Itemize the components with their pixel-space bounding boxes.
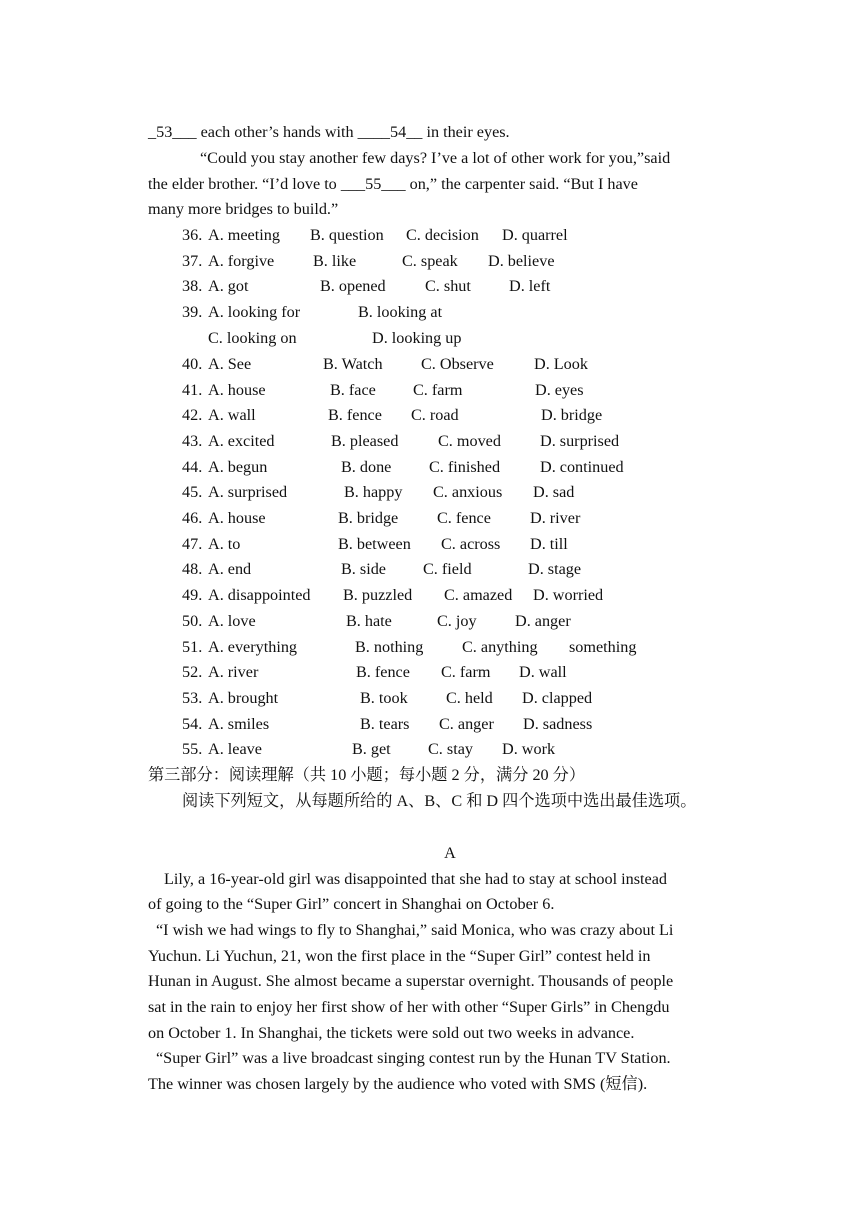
option-c: C. field xyxy=(423,560,472,578)
question-row xyxy=(0,662,860,682)
question-number: 49. xyxy=(182,586,203,604)
question-number: 46. xyxy=(182,509,203,527)
passage-a-line: Hunan in August. She almost became a superstar overnight. Thousands of people xyxy=(148,972,674,990)
option-c: C. speak xyxy=(402,252,458,270)
question-number: 41. xyxy=(182,381,203,399)
option-c: C. held xyxy=(446,689,493,707)
option-b: B. fence xyxy=(356,663,410,681)
option-a: A. leave xyxy=(208,740,262,758)
option-a: A. excited xyxy=(208,432,275,450)
passage-a-line: “Super Girl” was a live broadcast singing contest run by the Hunan TV Station. xyxy=(156,1049,671,1067)
option-a: A. looking for xyxy=(208,303,301,321)
option-b: B. done xyxy=(341,458,392,476)
option-b: B. like xyxy=(313,252,357,270)
question-row-continued xyxy=(0,328,860,348)
question-number: 38. xyxy=(182,277,203,295)
option-d: D. stage xyxy=(528,560,582,578)
passage-line-4: many more bridges to build.” xyxy=(148,200,339,218)
option-b: B. hate xyxy=(346,612,392,630)
option-b: B. face xyxy=(330,381,376,399)
question-row xyxy=(0,354,860,374)
question-number: 51. xyxy=(182,638,203,656)
option-c: C. stay xyxy=(428,740,473,758)
option-a: A. See xyxy=(208,355,252,373)
option-c: C. road xyxy=(411,406,459,424)
option-c: C. moved xyxy=(438,432,501,450)
option-d: something xyxy=(569,638,637,656)
question-row xyxy=(0,457,860,477)
option-c: C. anger xyxy=(439,715,494,733)
option-b: B. looking at xyxy=(358,303,443,321)
option-b: B. took xyxy=(360,689,408,707)
option-b: B. opened xyxy=(320,277,386,295)
option-a: A. surprised xyxy=(208,483,288,501)
question-number: 48. xyxy=(182,560,203,578)
option-b: B. get xyxy=(352,740,391,758)
option-d: D. river xyxy=(530,509,581,527)
option-a: A. wall xyxy=(208,406,256,424)
option-d: D. sad xyxy=(533,483,575,501)
question-number: 40. xyxy=(182,355,203,373)
option-a: A. river xyxy=(208,663,259,681)
question-row xyxy=(0,431,860,451)
option-a: A. everything xyxy=(208,638,298,656)
question-row xyxy=(0,585,860,605)
question-number: 43. xyxy=(182,432,203,450)
option-a: A. to xyxy=(208,535,241,553)
option-a: A. disappointed xyxy=(208,586,311,604)
option-d: D. worried xyxy=(533,586,604,604)
passage-a-line: on October 1. In Shanghai, the tickets were sold out two weeks in advance. xyxy=(148,1024,635,1042)
option-d: D. work xyxy=(502,740,556,758)
question-row xyxy=(0,482,860,502)
option-a: A. meeting xyxy=(208,226,280,244)
option-d: D. continued xyxy=(540,458,624,476)
section-instruction: 阅读下列短文，从每题所给的 A、B、C 和 D 四个选项中选出最佳选项。 xyxy=(182,792,697,810)
option-b: B. puzzled xyxy=(343,586,413,604)
option-c: C. decision xyxy=(406,226,479,244)
option-d: D. believe xyxy=(488,252,555,270)
question-row xyxy=(0,688,860,708)
option-c: C. finished xyxy=(429,458,501,476)
option-b: B. pleased xyxy=(331,432,399,450)
option-c: C. farm xyxy=(441,663,491,681)
option-d: D. Look xyxy=(534,355,588,373)
question-number: 36. xyxy=(182,226,203,244)
option-d: D. looking up xyxy=(372,329,462,347)
option-d: D. wall xyxy=(519,663,567,681)
option-a: A. forgive xyxy=(208,252,275,270)
option-a: A. smiles xyxy=(208,715,270,733)
option-b: B. happy xyxy=(344,483,403,501)
option-d: D. anger xyxy=(515,612,571,630)
question-row xyxy=(0,534,860,554)
passage-a-line: The winner was chosen largely by the audience who voted with SMS (短信). xyxy=(148,1075,648,1093)
option-d: D. bridge xyxy=(541,406,603,424)
option-c: C. anxious xyxy=(433,483,503,501)
option-a: A. love xyxy=(208,612,256,630)
passage-a-line: of going to the “Super Girl” concert in Shanghai on October 6. xyxy=(148,895,555,913)
question-number: 54. xyxy=(182,715,203,733)
question-number: 44. xyxy=(182,458,203,476)
question-number: 45. xyxy=(182,483,203,501)
option-b: B. nothing xyxy=(355,638,424,656)
option-c: C. farm xyxy=(413,381,463,399)
question-row xyxy=(0,611,860,631)
question-row xyxy=(0,225,860,245)
option-b: B. Watch xyxy=(323,355,383,373)
question-row xyxy=(0,302,860,322)
passage-line-1: _53___ each other’s hands with ____54__ in their eyes. xyxy=(148,123,510,141)
question-row xyxy=(0,508,860,528)
option-a: A. end xyxy=(208,560,252,578)
option-c: C. fence xyxy=(437,509,491,527)
question-row xyxy=(0,405,860,425)
option-a: A. house xyxy=(208,509,266,527)
question-row xyxy=(0,559,860,579)
question-number: 42. xyxy=(182,406,203,424)
option-c: C. joy xyxy=(437,612,477,630)
passage-a-line: Yuchun. Li Yuchun, 21, won the first place in the “Super Girl” contest held in xyxy=(148,947,651,965)
question-row xyxy=(0,714,860,734)
option-c: C. anything xyxy=(462,638,538,656)
question-number: 55. xyxy=(182,740,203,758)
question-number: 47. xyxy=(182,535,203,553)
passage-a-line: sat in the rain to enjoy her first show of her with other “Super Girls” in Chengdu xyxy=(148,998,670,1016)
question-row xyxy=(0,637,860,657)
question-row xyxy=(0,251,860,271)
option-d: D. quarrel xyxy=(502,226,568,244)
option-c: C. across xyxy=(441,535,501,553)
option-c: C. amazed xyxy=(444,586,513,604)
option-b: B. bridge xyxy=(338,509,399,527)
option-c: C. looking on xyxy=(208,329,297,347)
option-d: D. clapped xyxy=(522,689,593,707)
question-number: 50. xyxy=(182,612,203,630)
option-a: A. got xyxy=(208,277,249,295)
question-number: 53. xyxy=(182,689,203,707)
option-b: B. tears xyxy=(360,715,410,733)
passage-line-2: “Could you stay another few days? I’ve a lot of other work for you,”said xyxy=(200,149,671,167)
option-a: A. brought xyxy=(208,689,279,707)
section-heading: 第三部分：阅读理解（共 10 小题；每小题 2 分，满分 20 分） xyxy=(148,766,586,784)
option-b: B. between xyxy=(338,535,411,553)
option-c: C. shut xyxy=(425,277,471,295)
option-d: D. eyes xyxy=(535,381,584,399)
question-number: 39. xyxy=(182,303,203,321)
option-d: D. left xyxy=(509,277,551,295)
passage-a-line: Lily, a 16-year-old girl was disappointed that she had to stay at school instead xyxy=(164,870,668,888)
option-b: B. question xyxy=(310,226,384,244)
option-d: D. surprised xyxy=(540,432,620,450)
option-b: B. side xyxy=(341,560,386,578)
option-b: B. fence xyxy=(328,406,382,424)
option-d: D. till xyxy=(530,535,568,553)
option-a: A. begun xyxy=(208,458,268,476)
question-row xyxy=(0,739,860,759)
question-row xyxy=(0,276,860,296)
passage-title: A xyxy=(444,844,456,862)
question-row xyxy=(0,380,860,400)
question-number: 37. xyxy=(182,252,203,270)
passage-line-3: the elder brother. “I’d love to ___55___ on,” the carpenter said. “But I have xyxy=(148,175,638,193)
passage-a-line: “I wish we had wings to fly to Shanghai,” said Monica, who was crazy about Li xyxy=(156,921,674,939)
question-number: 52. xyxy=(182,663,203,681)
option-a: A. house xyxy=(208,381,266,399)
option-d: D. sadness xyxy=(523,715,593,733)
option-c: C. Observe xyxy=(421,355,494,373)
